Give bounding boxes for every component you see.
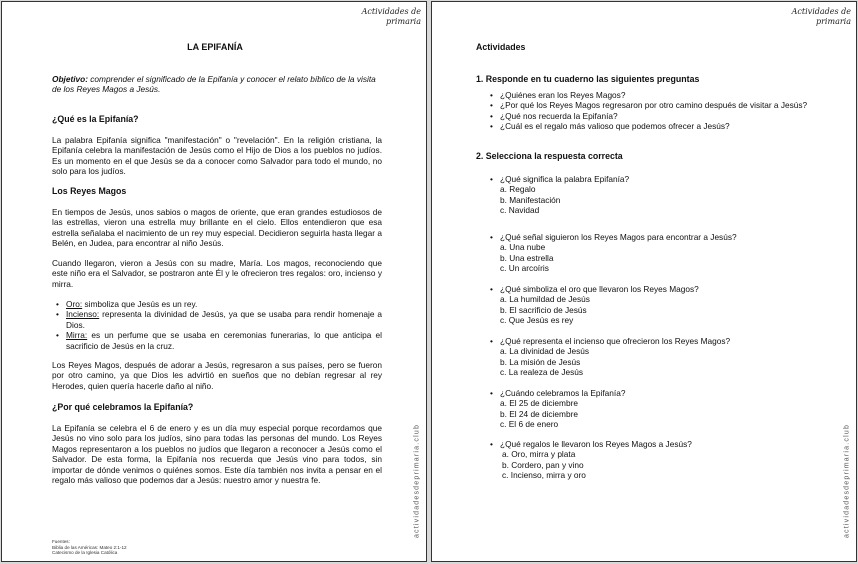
q1-item: • ¿Qué nos recuerda la Epifanía? <box>488 111 848 121</box>
answer-option: a. Oro, mirra y plata <box>502 449 576 460</box>
answer-option: b. Una estrella <box>500 252 554 263</box>
answer-options <box>500 449 848 480</box>
answer-option: b. Manifestación <box>500 194 561 205</box>
answer-option: c. Que Jesús es rey <box>500 315 574 326</box>
answer-option: c. El 6 de enero <box>500 419 559 430</box>
q1-item: • ¿Cuál es el regalo más valioso que podemos ofrecer a Jesús? <box>488 121 848 131</box>
kings-paragraph-3: Los Reyes Magos, después de adorar a Jesús, regresaron a sus países, pero se fueron por otro camino, ya que Dios les advirtió en sueños que no debían regresar al rey Herodes, quien quería hacerle daño al niño. <box>52 360 382 391</box>
answer-option: b. El sacrificio de Jesús <box>500 304 587 315</box>
q2-question-3 <box>488 284 848 326</box>
q2-question-5 <box>488 388 848 430</box>
activities-title: Actividades <box>476 42 526 52</box>
brand-logo: Actividades de primaria <box>361 7 421 26</box>
question-text: ¿Qué representa el incienso que ofrecieron los Reyes Magos? <box>500 336 731 346</box>
page-title: LA EPIFANÍA <box>187 42 243 52</box>
q2-heading: 2. Selecciona la respuesta correcta <box>476 151 623 161</box>
brand-logo: Actividades de primaria <box>791 7 851 26</box>
answer-option: a. Regalo <box>500 184 536 195</box>
question-text: ¿Qué simboliza el oro que llevaron los Reyes Magos? <box>500 284 699 294</box>
side-watermark: actividadesdeprimaria.club <box>843 423 851 539</box>
q1-item: • ¿Por qué los Reyes Magos regresaron por otro camino después de visitar a Jesús? <box>488 100 848 110</box>
q1-list <box>488 90 848 132</box>
answer-option: c. Navidad <box>500 205 540 216</box>
answer-option: b. El 24 de diciembre <box>500 408 578 419</box>
gift-item-gold: • Oro: simboliza que Jesús es un rey. <box>54 299 382 309</box>
gift-item-incense: • Incienso: representa la divinidad de Jesús, ya que se usaba para rendir homenaje a Dios. <box>54 309 382 330</box>
answer-option: a. La humildad de Jesús <box>500 294 590 305</box>
q2-question-2 <box>488 232 848 274</box>
answer-option: c. Incienso, mirra y oro <box>502 470 586 481</box>
q1-heading: 1. Responde en tu cuaderno las siguientes preguntas <box>476 74 700 84</box>
section-heading-why: ¿Por qué celebramos la Epifanía? <box>52 402 194 412</box>
q2-question-1 <box>488 174 848 216</box>
answer-options <box>500 242 848 273</box>
gifts-list <box>54 299 382 351</box>
answer-option: c. Un arcoíris <box>500 263 549 274</box>
side-watermark: actividadesdeprimaria.club <box>413 423 421 539</box>
answer-option: a. Una nube <box>500 242 546 253</box>
page-right <box>431 1 857 562</box>
answer-options <box>500 294 848 325</box>
section-text-why: La Epifanía se celebra el 6 de enero y es un día muy especial porque recordamos que Jesús no vino solo para los judíos, sino para todas las personas del mundo. Los Reyes Magos representaron a los pueblos no judíos que llegaron a reconocer a Jesús como el Salvador. De esta forma, la Epifanía nos recuerda que Jesús vino para todos, sin importar de dónde venimos o quiénes somos. Este día también nos invita a pensar en el regalo más valioso que podemos dar a Jesús: nuestro amor y nuestra fe. <box>52 423 382 486</box>
q2-question-6 <box>488 439 848 481</box>
question-text: ¿Qué significa la palabra Epifanía? <box>500 174 630 184</box>
answer-option: b. Cordero, pan y vino <box>502 459 584 470</box>
answer-options <box>500 398 848 429</box>
answer-options <box>500 346 848 377</box>
answer-option: a. El 25 de diciembre <box>500 398 578 409</box>
gift-item-myrrh: • Mirra: es un perfume que se usaba en ceremonias funerarias, lo que anticipa el sacrificio de Jesús en la cruz. <box>54 330 382 351</box>
answer-options <box>500 184 848 215</box>
question-text: ¿Cuándo celebramos la Epifanía? <box>500 388 626 398</box>
q2-question-4 <box>488 336 848 378</box>
kings-paragraph-2: Cuando llegaron, vieron a Jesús con su madre, María. Los magos, reconociendo que este niño era el Salvador, se postraron ante Él y le ofrecieron tres regalos: oro, incienso y mirra. <box>52 258 382 289</box>
q1-item: • ¿Quiénes eran los Reyes Magos? <box>488 90 848 100</box>
question-text: ¿Qué señal siguieron los Reyes Magos para encontrar a Jesús? <box>500 232 737 242</box>
question-text: ¿Qué regalos le llevaron los Reyes Magos a Jesús? <box>500 439 692 449</box>
kings-paragraph-1: En tiempos de Jesús, unos sabios o magos de oriente, que eran grandes estudiosos de las estrellas, vieron una estrella muy brillante en el cielo. Ellos entendieron que esa estrella señalaba el nacimiento de un rey muy especial. Decidieron seguirla hasta llegar a Belén, en Judea, para encontrar al niño Jesús. <box>52 207 382 249</box>
section-heading-kings: Los Reyes Magos <box>52 186 127 196</box>
sources: Fuentes: Biblia de las Américas: Mateo 2:1-12 Catecismo de la Iglesia Católica <box>52 539 127 556</box>
answer-option: a. La divinidad de Jesús <box>500 346 590 357</box>
objective-text: comprender el significado de la Epifanía y conocer el relato bíblico de la visita de los Reyes Magos a Jesús. <box>52 74 376 95</box>
answer-option: b. La misión de Jesús <box>500 356 581 367</box>
section-heading-what: ¿Qué es la Epifanía? <box>52 114 139 124</box>
page-left <box>1 1 427 562</box>
objective <box>52 74 378 95</box>
section-text-what: La palabra Epifanía significa "manifestación" o "revelación". En la religión cristiana, la Epifanía celebra la manifestación de Jesús como el Hijo de Dios a los pueblos no judíos. Es un momento en el que Jesús se da a conocer como Salvador para todo el mundo, no solo para los judíos. <box>52 135 382 177</box>
answer-option: c. La realeza de Jesús <box>500 367 584 378</box>
objective-label: Objetivo: <box>52 74 88 84</box>
